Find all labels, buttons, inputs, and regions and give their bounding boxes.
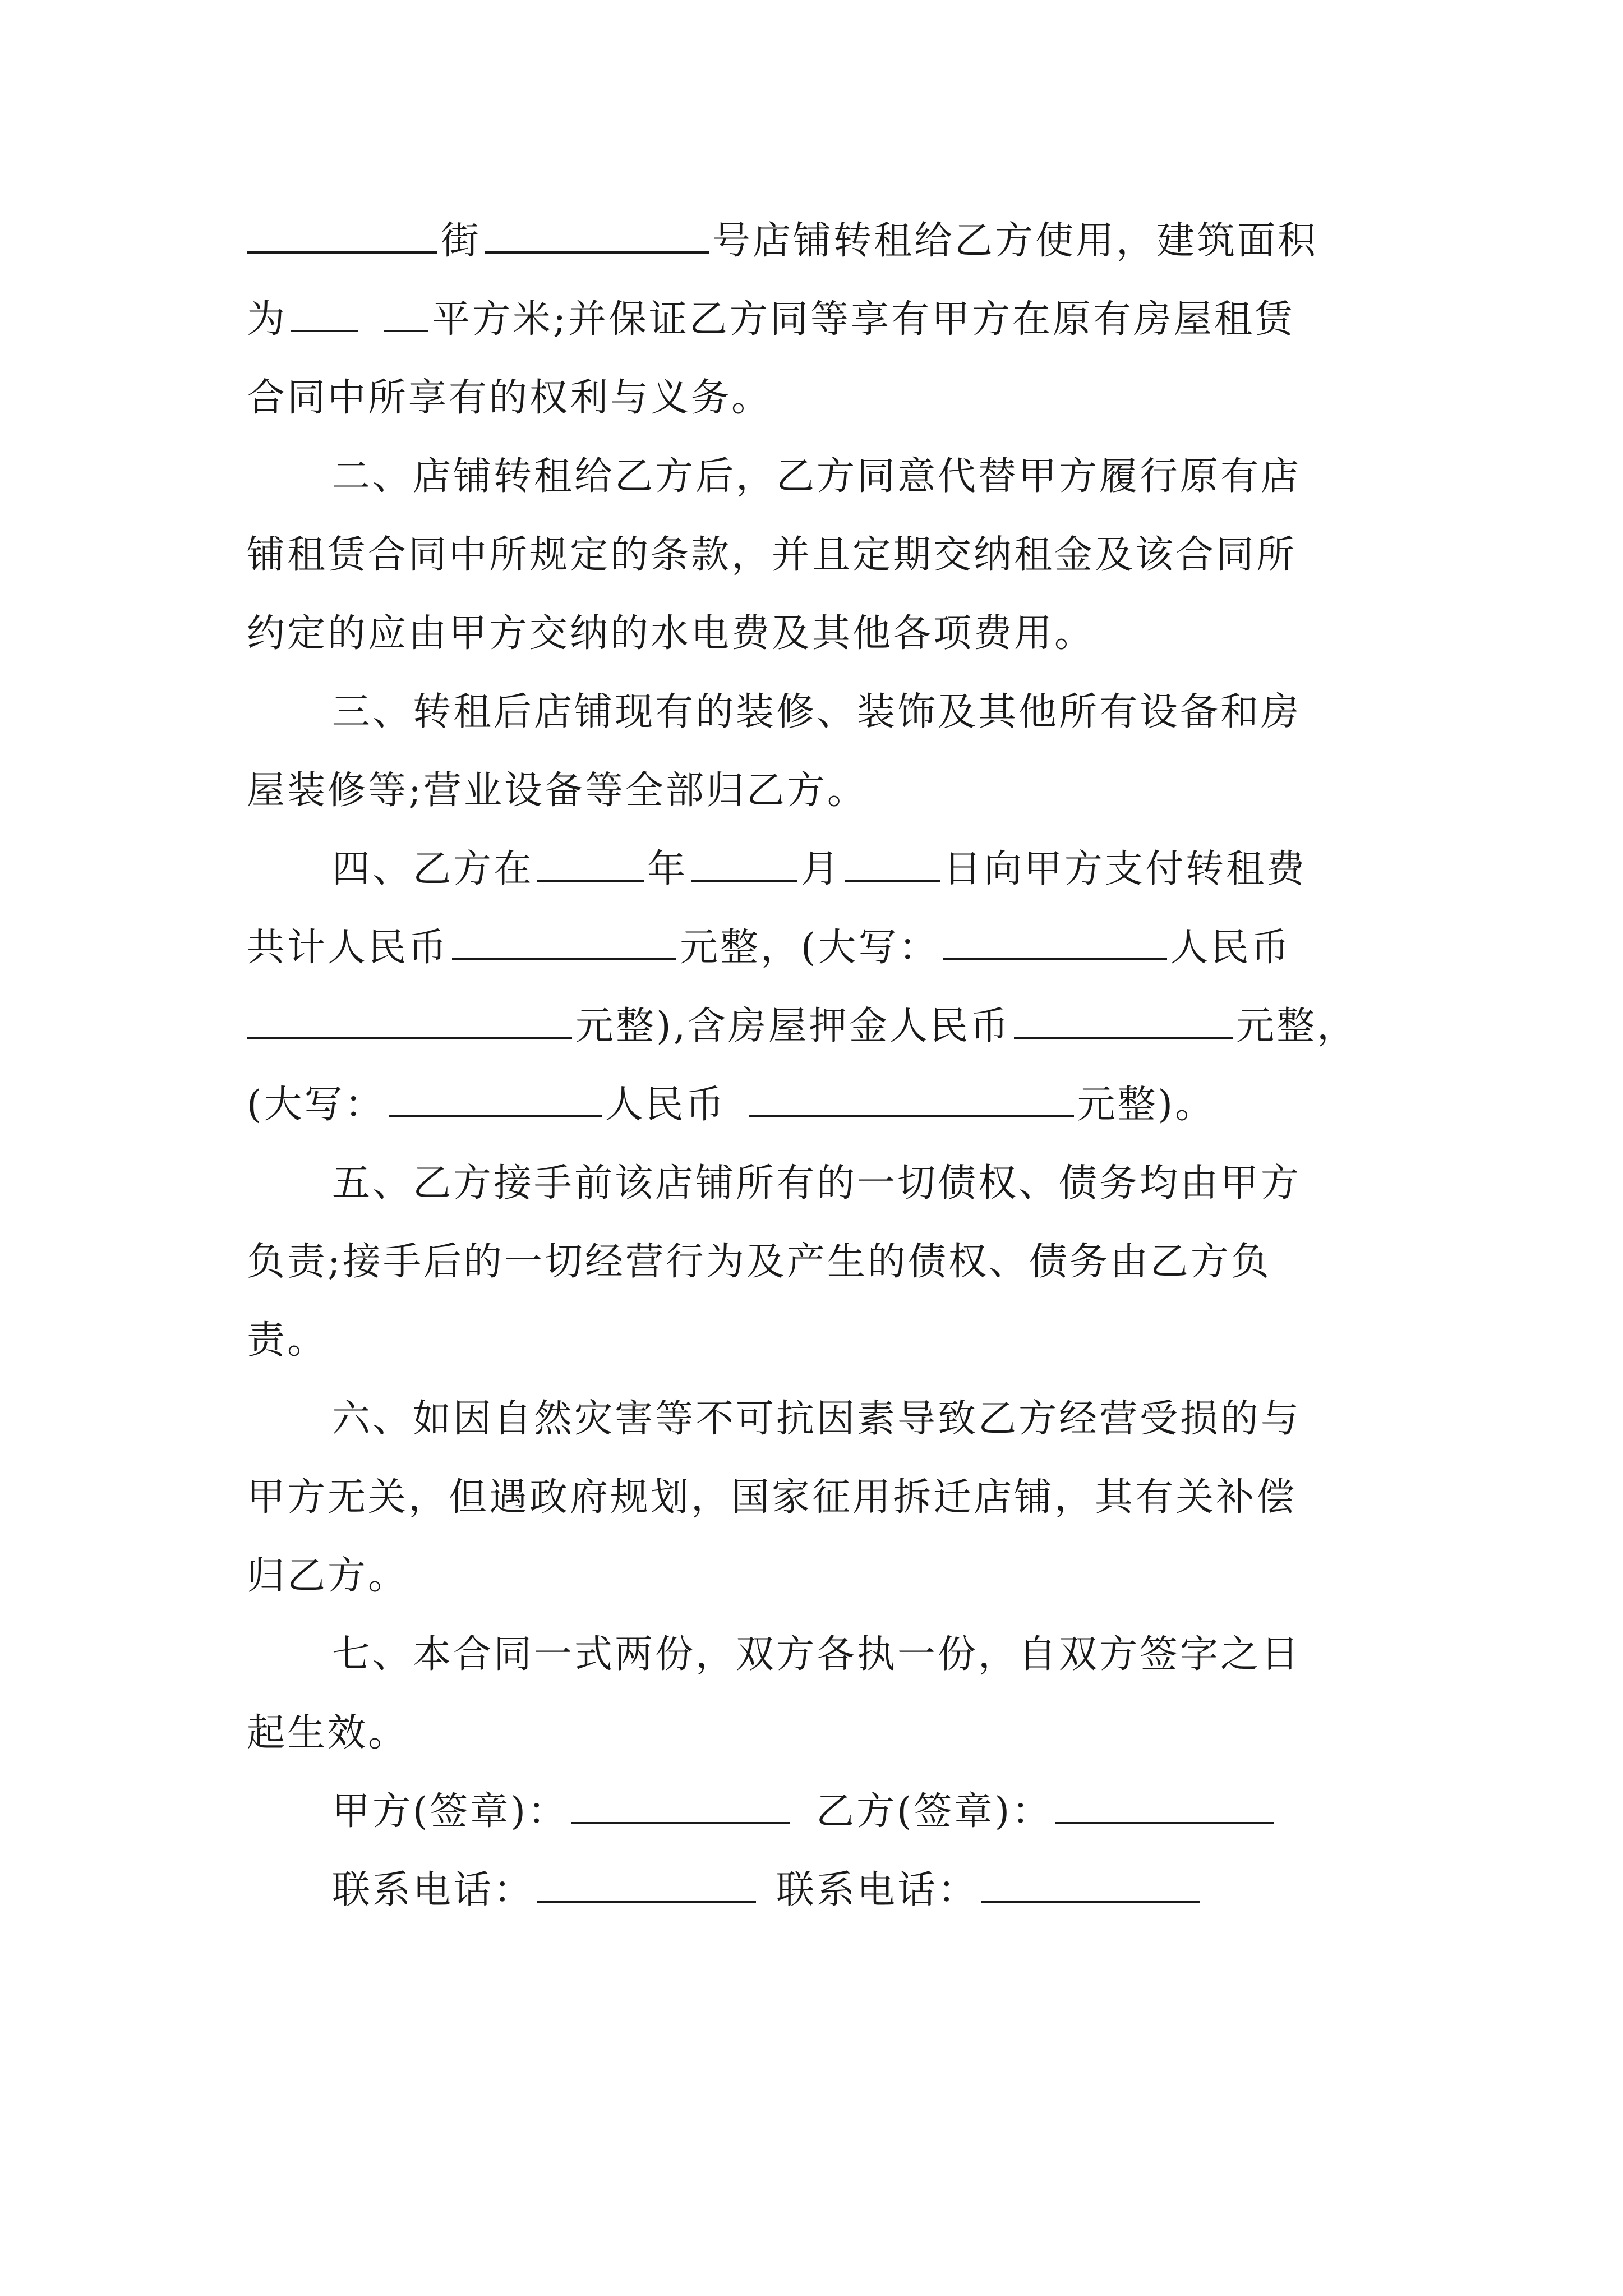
year-blank	[537, 846, 644, 882]
clause-7-line-2: 起生效。	[247, 1711, 409, 1755]
line-text: 共计人民币	[247, 926, 449, 970]
month-blank	[691, 846, 797, 882]
clause-3-line-2: 屋装修等;营业设备等全部归乙方。	[247, 769, 868, 813]
clause-4-line-1	[247, 841, 1391, 898]
area-blank-1	[291, 296, 358, 332]
clause-5-line-3: 责。	[247, 1318, 328, 1363]
clause-4-line-4	[247, 1077, 1391, 1133]
party-a-phone-blank	[537, 1867, 756, 1903]
day-blank	[845, 846, 940, 882]
clause-2-line-1: 二、店铺转租给乙方后，乙方同意代替甲方履行原有店	[332, 454, 1302, 499]
year-label: 年	[647, 847, 688, 891]
party-a-phone-label: 联系电话：	[332, 1868, 534, 1912]
clause-6-line-2: 甲方无关，但遇政府规划，国家征用拆迁店铺，其有关补偿	[247, 1475, 1297, 1520]
contract-line-1	[247, 213, 1391, 269]
phone-row	[332, 1862, 1204, 1918]
line-text: 元整),含房屋押金人民币	[575, 1004, 1011, 1048]
street-blank	[247, 218, 437, 254]
month-label: 月	[801, 847, 842, 891]
rent-amount-uppercase-blank	[943, 924, 1167, 960]
signature-row	[332, 1784, 1278, 1840]
party-b-phone-label: 联系电话：	[776, 1868, 979, 1912]
deposit-uppercase-blank-1	[389, 1082, 602, 1117]
line-text: 元整，(大写：	[680, 926, 939, 970]
clause-6-line-1: 六、如因自然灾害等不可抗因素导致乙方经营受损的与	[332, 1397, 1302, 1441]
line-text: 元整，	[1236, 1004, 1358, 1048]
contract-line-3: 合同中所享有的权利与义务。	[247, 376, 772, 420]
clause-2-line-2: 铺租赁合同中所规定的条款，并且定期交纳租金及该合同所	[247, 533, 1297, 577]
clause-2-line-3: 约定的应由甲方交纳的水电费及其他各项费用。	[247, 611, 1095, 656]
street-label: 街	[441, 219, 482, 263]
line-text: 日向甲方支付转租费	[943, 847, 1307, 891]
area-blank-2	[384, 296, 428, 332]
rent-uppercase-blank-2	[247, 1003, 572, 1039]
party-a-signature-label: 甲方(签章)：	[332, 1789, 569, 1834]
clause-5-line-2: 负责;接手后的一切经营行为及产生的债权、债务由乙方负	[247, 1240, 1271, 1284]
deposit-uppercase-blank-2	[749, 1082, 1074, 1117]
line-text: 人民币	[1170, 926, 1292, 970]
line-text: 人民币	[605, 1083, 726, 1127]
deposit-amount-blank	[1014, 1003, 1233, 1039]
line-text: 为	[247, 297, 288, 342]
party-b-signature-label: 乙方(签章)：	[816, 1789, 1053, 1834]
line-text: 平方米;并保证乙方同等享有甲方在原有房屋租赁	[432, 297, 1295, 342]
clause-6-line-3: 归乙方。	[247, 1554, 409, 1598]
clause-4-line-2	[247, 920, 1391, 976]
party-b-phone-blank	[981, 1867, 1200, 1903]
clause-4-line-3	[247, 999, 1391, 1055]
party-a-signature-blank	[571, 1788, 790, 1824]
line-text: (大写：	[247, 1083, 385, 1127]
party-b-signature-blank	[1055, 1788, 1274, 1824]
line-text: 号店铺转租给乙方使用，建筑面积	[712, 219, 1318, 263]
clause-3-line-1: 三、转租后店铺现有的装修、装饰及其他所有设备和房	[332, 690, 1302, 734]
clause-7-line-1: 七、本合同一式两份，双方各执一份，自双方签字之日	[332, 1632, 1302, 1677]
clause-5-line-1: 五、乙方接手前该店铺所有的一切债权、债务均由甲方	[332, 1161, 1302, 1205]
rent-amount-blank	[452, 924, 676, 960]
contract-line-2	[247, 292, 1391, 348]
number-blank	[485, 218, 709, 254]
line-text: 元整)。	[1077, 1083, 1216, 1127]
line-text: 四、乙方在	[332, 847, 534, 891]
